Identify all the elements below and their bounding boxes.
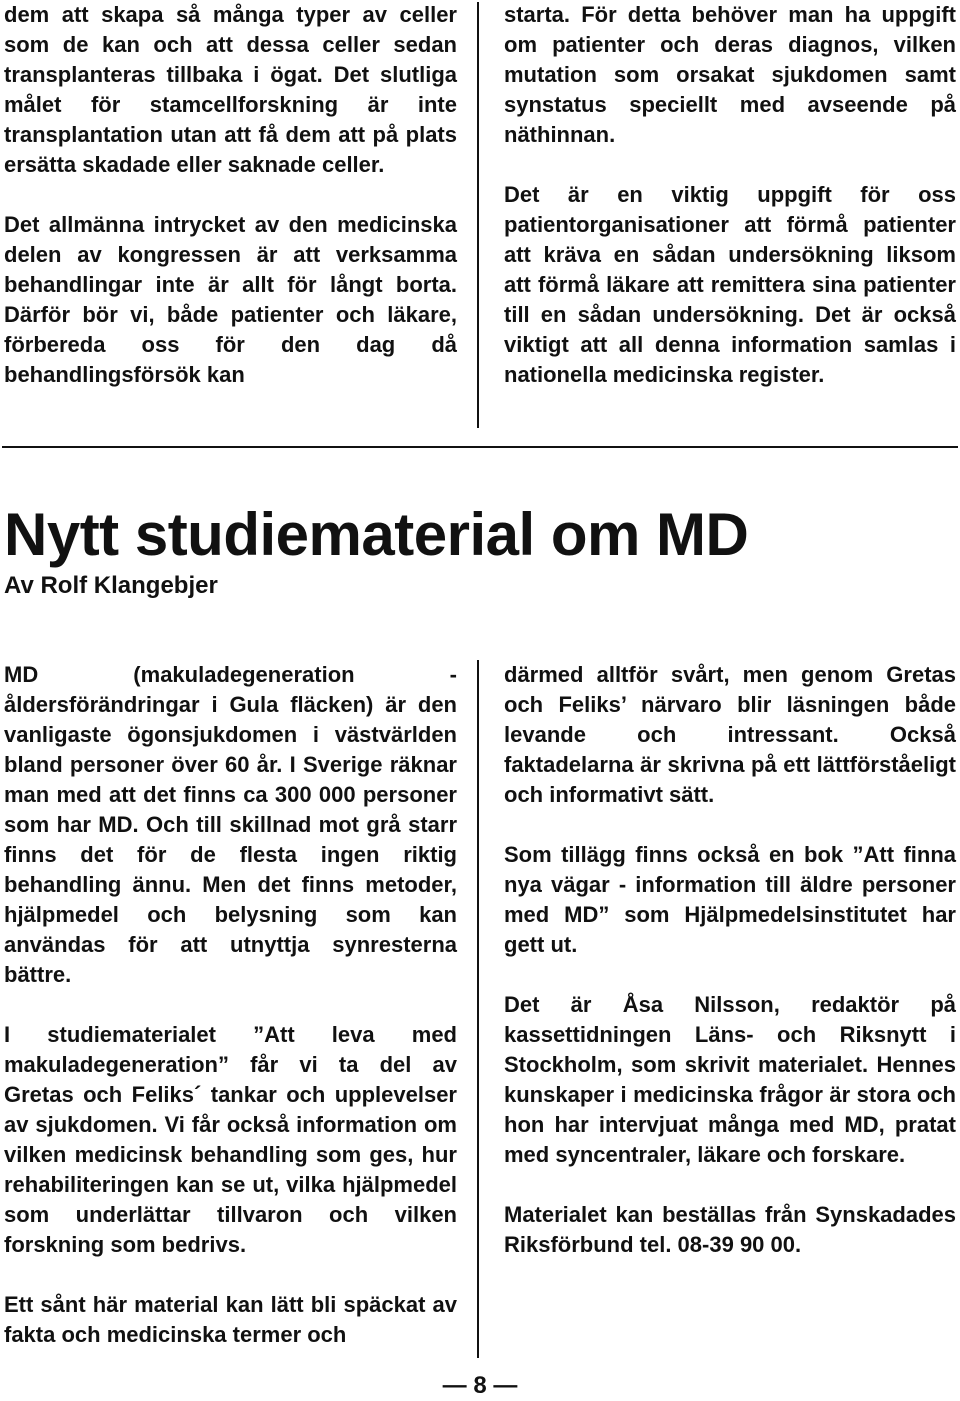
top-right-column (504, 0, 956, 390)
paragraph: därmed alltför svårt, men genom Gretas och Feliks’ närvaro blir läsningen både levande och intressant. Också faktadelarna är skrivna på ett lättförståeligt och informativt sätt. (504, 662, 956, 807)
paragraph: dem att skapa så många typer av celler som de kan och att dessa celler sedan transplanteras tillbaka i ögat. Det slutliga målet för stamcellforskning är inte transplantation utan att få dem att på plats ersätta skadade eller saknade celler. (4, 2, 457, 177)
article-column-divider (477, 660, 479, 1358)
paragraph: Ett sånt här material kan lätt bli späckat av fakta och medicinska termer och (4, 1292, 457, 1347)
paragraph: starta. För detta behöver man ha uppgift om patienter och deras diagnos, vilken mutation som orsakat sjukdomen samt synstatus speciellt med avseende på näthinnan. (504, 2, 956, 147)
article-title: Nytt studiematerial om MD (4, 501, 749, 568)
paragraph: I studiematerialet ”Att leva med makuladegeneration” får vi ta del av Gretas och Feliks´ tankar och upplevelser av sjukdomen. Vi får också information om vilken medicinsk behandling som ges, hur rehabiliteringen kan se ut, vilka hjälpmedel som underlättar tillvaron och vilken forskning som bedrivs. (4, 1022, 457, 1257)
paragraph: MD (makuladegeneration - åldersförändringar i Gula fläcken) är den vanligaste ögonsjukdomen i västvärlden bland personer över 60 år. I Sverige räknar man med att det finns ca 300 000 personer som har MD. Och till skillnad mot grå starr finns det för de flesta ingen riktig behandling ännu. Men det finns metoder, hjälpmedel och belysning som kan användas för att utnyttja synresterna bättre. (4, 662, 457, 987)
article-right-column (504, 660, 956, 1260)
article-left-column (4, 660, 457, 1350)
paragraph: Det är en viktig uppgift för oss patientorganisationer att förmå patienter att kräva en sådan undersökning liksom att förmå läkare att remittera sina patienter till en sådan undersökning. Det är också viktigt att all denna information samlas i nationella medicinska register. (504, 182, 956, 387)
paragraph: Det är Åsa Nilsson, redaktör på kassettidningen Läns- och Riksnytt i Stockholm, som skrivit materialet. Hennes kunskaper i medicinska frågor är stora och hon har intervjuat många med MD, pratat med syncentraler, läkare och forskare. (504, 992, 956, 1167)
top-left-column (4, 0, 457, 390)
section-divider (2, 446, 958, 448)
top-column-divider (477, 2, 479, 428)
paragraph: Det allmänna intrycket av den medicinska delen av kongressen är att verksamma behandlingar inte är allt för långt borta. Därför bör vi, både patienter och läkare, förbereda oss för den dag då behandlingsförsök kan (4, 212, 457, 387)
paragraph: Som tillägg finns också en bok ”Att finna nya vägar - information till äldre personer med MD” som Hjälpmedelsinstitutet har gett ut. (504, 842, 956, 957)
paragraph: Materialet kan beställas från Synskadades Riksförbund tel. 08-39 90 00. (504, 1202, 956, 1257)
article-byline: Av Rolf Klangebjer (4, 572, 218, 599)
page-number: — 8 — (442, 1372, 518, 1399)
